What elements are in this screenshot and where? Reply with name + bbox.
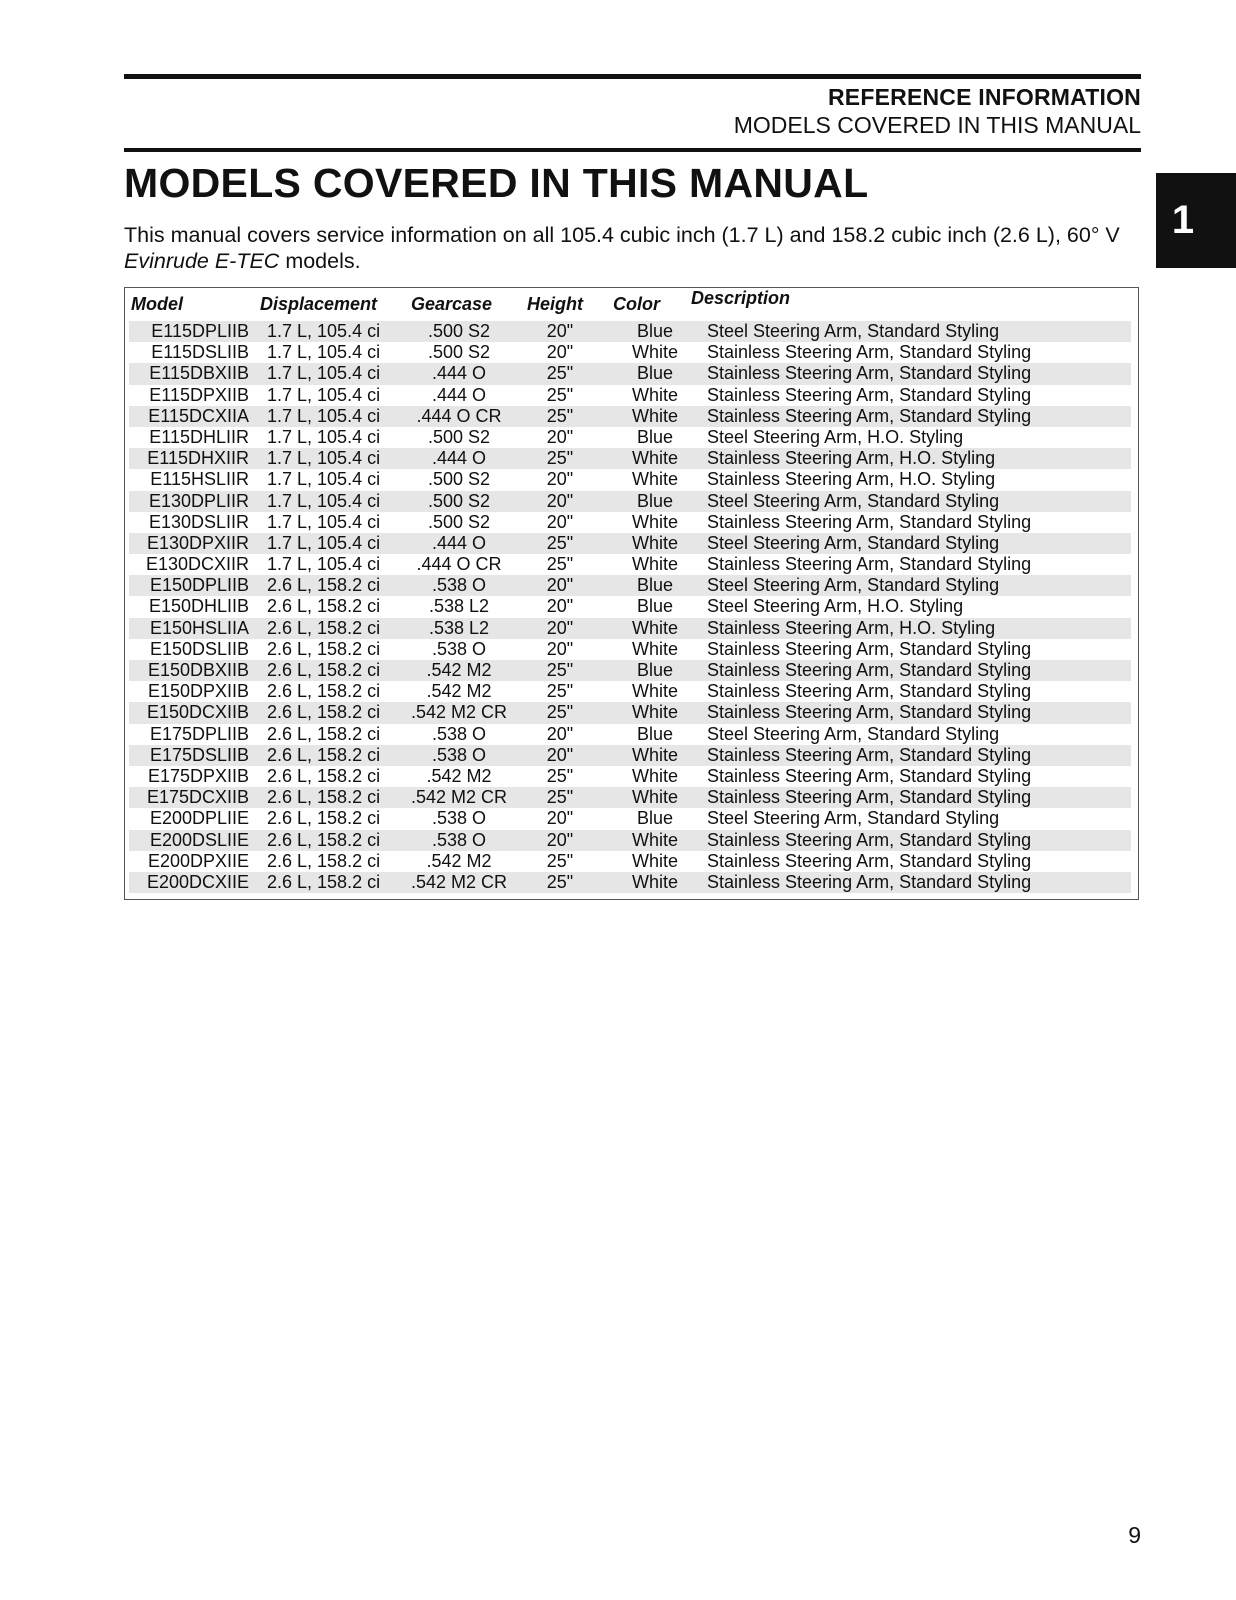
cell-displacement: 2.6 L, 158.2 ci (267, 596, 381, 617)
cell-color: Blue (636, 490, 674, 511)
cell-description: Steel Steering Arm, H.O. Styling (707, 426, 964, 447)
table-row (129, 575, 1131, 596)
cell-displacement: 1.7 L, 105.4 ci (267, 405, 381, 426)
cell-model: E115DPLIIB (151, 321, 249, 341)
cell-color: White (631, 871, 678, 892)
cell-height: 25" (546, 871, 574, 892)
cell-description: Steel Steering Arm, H.O. Styling (707, 596, 964, 617)
cell-displacement: 2.6 L, 158.2 ci (267, 681, 381, 702)
cell-gearcase: .500 S2 (427, 490, 491, 511)
cell-description: Steel Steering Arm, Standard Styling (707, 575, 1000, 596)
cell-height: 20" (546, 575, 574, 596)
cell-height: 20" (546, 829, 574, 850)
cell-model: E175DPXIIB (147, 765, 249, 786)
header-color: Color (613, 294, 660, 314)
cell-description: Stainless Steering Arm, H.O. Styling (707, 469, 996, 490)
cell-color: White (631, 511, 678, 532)
cell-model: E115DCXIIA (148, 405, 249, 426)
cell-description: Steel Steering Arm, Standard Styling (707, 808, 1000, 829)
cell-model: E150HSLIIA (149, 617, 249, 638)
table-row (129, 596, 1131, 617)
cell-displacement: 1.7 L, 105.4 ci (267, 532, 381, 553)
cell-description: Steel Steering Arm, Standard Styling (707, 490, 1000, 511)
cell-color: White (631, 554, 678, 575)
cell-gearcase: .538 O (431, 829, 487, 850)
product-name: Evinrude E-TEC (124, 249, 280, 273)
cell-model: E115DHLIIR (149, 426, 249, 447)
cell-description: Steel Steering Arm, Standard Styling (707, 532, 1000, 553)
cell-description: Stainless Steering Arm, Standard Styling (707, 384, 1032, 405)
intro-text: This manual covers service information on all 105.4 cubic inch (1.7 L) and 158.2 cubic inch (2.6 L), 60° V (124, 223, 1120, 247)
cell-gearcase: .542 M2 (426, 660, 492, 680)
cell-color: Blue (636, 808, 674, 829)
cell-height: 20" (546, 342, 574, 363)
page-title: MODELS COVERED IN THIS MANUAL (124, 160, 869, 206)
cell-description: Stainless Steering Arm, Standard Styling (707, 511, 1032, 532)
table-row (129, 808, 1131, 829)
cell-gearcase: .500 S2 (427, 511, 491, 532)
cell-description: Steel Steering Arm, Standard Styling (707, 723, 1000, 744)
cell-description: Stainless Steering Arm, Standard Styling (707, 342, 1032, 363)
cell-height: 20" (546, 596, 574, 617)
cell-height: 25" (546, 448, 574, 469)
cell-model: E115HSLIIR (150, 469, 249, 490)
cell-gearcase: .542 M2 CR (410, 871, 508, 892)
cell-height: 20" (546, 426, 574, 447)
cell-color: Blue (636, 363, 674, 384)
cell-model: E115DSLIIB (151, 342, 249, 363)
cell-displacement: 1.7 L, 105.4 ci (267, 426, 381, 447)
cell-model: E150DPLIIB (149, 575, 249, 596)
cell-description: Stainless Steering Arm, Standard Styling (707, 405, 1032, 426)
cell-height: 20" (546, 469, 574, 490)
cell-displacement: 2.6 L, 158.2 ci (267, 744, 381, 765)
cell-gearcase: .542 M2 CR (410, 787, 508, 808)
header-rule-top (124, 74, 1141, 79)
table-row (129, 427, 1131, 448)
cell-displacement: 1.7 L, 105.4 ci (267, 511, 381, 532)
cell-displacement: 1.7 L, 105.4 ci (267, 469, 381, 490)
cell-gearcase: .538 O (431, 575, 487, 596)
cell-height: 20" (546, 321, 574, 341)
header-rule-bottom (124, 148, 1141, 152)
cell-description: Stainless Steering Arm, Standard Styling (707, 850, 1032, 871)
cell-displacement: 2.6 L, 158.2 ci (267, 787, 381, 808)
cell-displacement: 2.6 L, 158.2 ci (267, 850, 381, 871)
table-row (129, 702, 1131, 723)
cell-color: White (631, 681, 678, 702)
cell-model: E150DPXIIB (147, 681, 249, 702)
table-row (129, 851, 1131, 872)
header-displacement: Displacement (260, 294, 378, 314)
cell-gearcase: .444 O (431, 532, 487, 553)
cell-displacement: 2.6 L, 158.2 ci (267, 617, 381, 638)
table-row (129, 766, 1131, 787)
table-row (129, 512, 1131, 533)
cell-color: Blue (636, 660, 674, 680)
table-row (129, 469, 1131, 490)
cell-gearcase: .542 M2 (426, 681, 492, 702)
intro-paragraph (124, 222, 1144, 274)
cell-description: Stainless Steering Arm, Standard Styling (707, 681, 1032, 702)
table-row (129, 321, 1131, 342)
cell-model: E200DCXIIE (146, 871, 249, 892)
chapter-tab (1156, 173, 1236, 268)
intro-suffix: models. (279, 249, 361, 273)
cell-height: 20" (546, 744, 574, 765)
cell-displacement: 2.6 L, 158.2 ci (267, 660, 381, 680)
cell-model: E150DCXIIB (146, 702, 249, 723)
cell-description: Stainless Steering Arm, H.O. Styling (707, 617, 996, 638)
table-row (129, 342, 1131, 363)
cell-gearcase: .542 M2 (426, 850, 492, 871)
cell-displacement: 1.7 L, 105.4 ci (267, 342, 381, 363)
cell-description: Stainless Steering Arm, Standard Styling (707, 702, 1032, 723)
header-description: Description (691, 288, 791, 308)
cell-description: Stainless Steering Arm, Standard Styling (707, 363, 1032, 384)
table-row (129, 491, 1131, 512)
cell-model: E175DSLIIB (149, 744, 249, 765)
cell-description: Stainless Steering Arm, H.O. Styling (707, 448, 996, 469)
table-row (129, 660, 1131, 681)
cell-displacement: 2.6 L, 158.2 ci (267, 808, 381, 829)
table-row (129, 385, 1131, 406)
cell-gearcase: .444 O CR (416, 554, 502, 575)
cell-model: E130DSLIIR (148, 511, 249, 532)
running-header-subsection: MODELS COVERED IN THIS MANUAL (733, 112, 1141, 138)
cell-description: Stainless Steering Arm, Standard Styling (707, 787, 1032, 808)
cell-color: White (631, 617, 678, 638)
cell-displacement: 1.7 L, 105.4 ci (267, 321, 381, 341)
cell-displacement: 2.6 L, 158.2 ci (267, 702, 381, 723)
page-number: 9 (1128, 1522, 1141, 1548)
cell-displacement: 1.7 L, 105.4 ci (267, 448, 381, 469)
cell-model: E200DPLIIE (149, 808, 249, 829)
cell-description: Stainless Steering Arm, Standard Styling (707, 871, 1032, 892)
cell-model: E150DHLIIB (148, 596, 249, 617)
cell-model: E115DPXIIB (149, 384, 249, 405)
cell-height: 25" (546, 681, 574, 702)
cell-color: White (631, 469, 678, 490)
cell-color: Blue (636, 723, 674, 744)
cell-height: 25" (546, 702, 574, 723)
cell-height: 20" (546, 511, 574, 532)
table-row (129, 724, 1131, 745)
cell-gearcase: .444 O (431, 448, 487, 469)
cell-displacement: 2.6 L, 158.2 ci (267, 638, 381, 659)
cell-color: Blue (636, 426, 674, 447)
cell-gearcase: .444 O (431, 363, 487, 384)
cell-color: White (631, 702, 678, 723)
table-row (129, 830, 1131, 851)
cell-model: E115DBXIIB (149, 363, 249, 384)
cell-height: 25" (546, 405, 574, 426)
table-row (129, 745, 1131, 766)
cell-displacement: 2.6 L, 158.2 ci (267, 575, 381, 596)
cell-gearcase: .538 O (431, 638, 487, 659)
cell-gearcase: .538 L2 (428, 596, 490, 617)
cell-height: 25" (546, 787, 574, 808)
cell-model: E130DCXIIR (145, 554, 249, 575)
cell-color: White (631, 787, 678, 808)
cell-height: 20" (546, 490, 574, 511)
chapter-tab-number: 1 (1171, 198, 1195, 242)
cell-displacement: 2.6 L, 158.2 ci (267, 829, 381, 850)
table-row (129, 681, 1131, 702)
cell-color: White (631, 850, 678, 871)
cell-height: 20" (546, 723, 574, 744)
cell-height: 20" (546, 617, 574, 638)
cell-displacement: 1.7 L, 105.4 ci (267, 554, 381, 575)
cell-color: White (631, 829, 678, 850)
cell-gearcase: .538 O (431, 808, 487, 829)
cell-color: White (631, 744, 678, 765)
cell-model: E130DPLIIR (148, 490, 249, 511)
cell-height: 25" (546, 554, 574, 575)
cell-gearcase: .500 S2 (427, 469, 491, 490)
cell-gearcase: .500 S2 (427, 321, 491, 341)
cell-height: 20" (546, 808, 574, 829)
cell-description: Stainless Steering Arm, Standard Styling (707, 638, 1032, 659)
header-height: Height (527, 294, 583, 314)
cell-height: 20" (546, 638, 574, 659)
cell-displacement: 2.6 L, 158.2 ci (267, 871, 381, 892)
cell-gearcase: .500 S2 (427, 342, 491, 363)
cell-description: Stainless Steering Arm, Standard Styling (707, 660, 1032, 680)
table-body (129, 321, 1131, 893)
cell-model: E130DPXIIR (146, 532, 249, 553)
cell-description: Stainless Steering Arm, Standard Styling (707, 744, 1032, 765)
cell-displacement: 1.7 L, 105.4 ci (267, 490, 381, 511)
cell-model: E175DCXIIB (146, 787, 249, 808)
cell-color: White (631, 638, 678, 659)
cell-gearcase: .542 M2 CR (410, 702, 508, 723)
cell-height: 25" (546, 384, 574, 405)
cell-model: E150DSLIIB (149, 638, 249, 659)
cell-displacement: 1.7 L, 105.4 ci (267, 363, 381, 384)
table-row (129, 618, 1131, 639)
cell-color: White (631, 765, 678, 786)
cell-model: E175DPLIIB (149, 723, 249, 744)
table-header (125, 288, 1138, 320)
running-header-section: REFERENCE INFORMATION (828, 84, 1141, 110)
cell-color: Blue (636, 575, 674, 596)
cell-displacement: 1.7 L, 105.4 ci (267, 384, 381, 405)
cell-color: White (631, 405, 678, 426)
header-gearcase: Gearcase (411, 294, 493, 314)
cell-height: 25" (546, 765, 574, 786)
table-row (129, 639, 1131, 660)
cell-height: 25" (546, 660, 574, 680)
cell-color: Blue (636, 596, 674, 617)
table-row (129, 363, 1131, 384)
cell-model: E200DSLIIE (149, 829, 249, 850)
table-row (129, 406, 1131, 427)
cell-displacement: 2.6 L, 158.2 ci (267, 765, 381, 786)
cell-gearcase: .538 O (431, 723, 487, 744)
cell-gearcase: .500 S2 (427, 426, 491, 447)
cell-description: Steel Steering Arm, Standard Styling (707, 321, 1000, 341)
cell-gearcase: .538 L2 (428, 617, 490, 638)
table-row (129, 554, 1131, 575)
cell-color: White (631, 384, 678, 405)
table-row (129, 533, 1131, 554)
cell-gearcase: .444 O CR (416, 405, 502, 426)
cell-description: Stainless Steering Arm, Standard Styling (707, 554, 1032, 575)
cell-description: Stainless Steering Arm, Standard Styling (707, 765, 1032, 786)
header-model: Model (131, 294, 183, 314)
cell-gearcase: .444 O (431, 384, 487, 405)
cell-displacement: 2.6 L, 158.2 ci (267, 723, 381, 744)
cell-height: 25" (546, 532, 574, 553)
cell-description: Stainless Steering Arm, Standard Styling (707, 829, 1032, 850)
cell-height: 25" (546, 363, 574, 384)
models-table (124, 287, 1139, 900)
cell-color: White (631, 532, 678, 553)
cell-height: 25" (546, 850, 574, 871)
cell-color: Blue (636, 321, 674, 341)
cell-model: E200DPXIIE (147, 850, 249, 871)
cell-model: E115DHXIIR (147, 448, 249, 469)
cell-gearcase: .538 O (431, 744, 487, 765)
cell-gearcase: .542 M2 (426, 765, 492, 786)
cell-color: White (631, 342, 678, 363)
table-row (129, 787, 1131, 808)
table-row (129, 872, 1131, 893)
table-row (129, 448, 1131, 469)
cell-model: E150DBXIIB (147, 660, 249, 680)
cell-color: White (631, 448, 678, 469)
